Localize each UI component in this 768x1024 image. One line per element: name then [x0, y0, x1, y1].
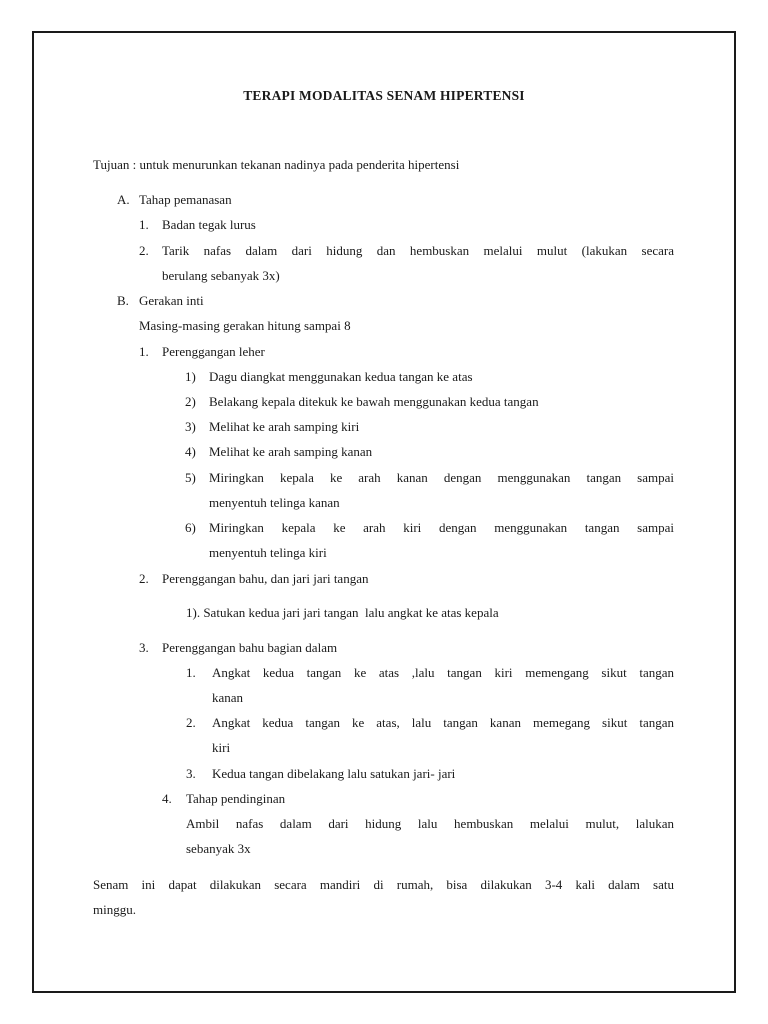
sub-item-number: 2) [185, 394, 196, 409]
cooldown-text-continued: sebanyak 3x [186, 841, 251, 856]
sub-item-text: Melihat ke arah samping kiri [209, 419, 360, 434]
sub-item-text: Belakang kepala ditekuk ke bawah menggunakan kedua tangan [209, 394, 539, 409]
purpose-text: Tujuan : untuk menurunkan tekanan nadinya pada penderita hipertensi [93, 157, 460, 172]
list-item-text: Perenggangan leher [162, 344, 265, 359]
sub-item-text: Angkat kedua tangan ke atas, lalu tangan kanan memegang sikut tangan [212, 715, 674, 730]
sub-item-text-continued: kiri [212, 740, 231, 755]
list-item-number: 2. [139, 571, 149, 586]
section-b-marker: B. [117, 293, 129, 308]
sub-item-number: 3) [185, 419, 196, 434]
list-item-number: 3. [139, 640, 149, 655]
sub-item-number: 3. [186, 766, 196, 781]
list-item-text: Perenggangan bahu, dan jari jari tangan [162, 571, 369, 586]
list-item-text: Tarik nafas dalam dari hidung dan hembuskan melalui mulut (lakukan secara [162, 243, 674, 258]
sub-item-text: Angkat kedua tangan ke atas ,lalu tangan kiri memengang sikut tangan [212, 665, 674, 680]
sub-item-text: Miringkan kepala ke arah kiri dengan menggunakan tangan sampai [209, 520, 674, 535]
section-a-heading: Tahap pemanasan [139, 192, 232, 207]
sub-item-number: 1) [185, 369, 196, 384]
list-item-text-continued: berulang sebanyak 3x) [162, 268, 280, 283]
section-b-heading: Gerakan inti [139, 293, 204, 308]
closing-text: Senam ini dapat dilakukan secara mandiri di rumah, bisa dilakukan 3-4 kali dalam satu [93, 877, 674, 892]
sub-item-text: Kedua tangan dibelakang lalu satukan jari- jari [212, 766, 456, 781]
sub-item-number: 1. [186, 665, 196, 680]
sub-item-text-continued: menyentuh telinga kanan [209, 495, 340, 510]
sub-item-text-continued: kanan [212, 690, 244, 705]
list-item-text: Perenggangan bahu bagian dalam [162, 640, 338, 655]
sub-item-text: Dagu diangkat menggunakan kedua tangan ke atas [209, 369, 473, 384]
list-item-number: 4. [162, 791, 172, 806]
cooldown-text: Ambil nafas dalam dari hidung lalu hembuskan melalui mulut, lalukan [186, 816, 674, 831]
list-item-text: Badan tegak lurus [162, 217, 256, 232]
sub-item-text: Melihat ke arah samping kanan [209, 444, 373, 459]
section-b-note: Masing-masing gerakan hitung sampai 8 [139, 318, 351, 333]
page-title: TERAPI MODALITAS SENAM HIPERTENSI [243, 88, 525, 103]
closing-text-continued: minggu. [93, 902, 136, 917]
list-item-number: 2. [139, 243, 149, 258]
sub-item-text: 1). Satukan kedua jari jari tangan lalu angkat ke atas kepala [186, 605, 499, 620]
list-item-number: 1. [139, 344, 149, 359]
list-item-number: 1. [139, 217, 149, 232]
section-a-marker: A. [117, 192, 130, 207]
sub-item-number: 6) [185, 520, 196, 535]
page-border [32, 31, 736, 993]
sub-item-number: 2. [186, 715, 196, 730]
sub-item-text: Miringkan kepala ke arah kanan dengan menggunakan tangan sampai [209, 470, 674, 485]
list-item-text: Tahap pendinginan [186, 791, 286, 806]
sub-item-number: 4) [185, 444, 196, 459]
sub-item-number: 5) [185, 470, 196, 485]
sub-item-text-continued: menyentuh telinga kiri [209, 545, 327, 560]
